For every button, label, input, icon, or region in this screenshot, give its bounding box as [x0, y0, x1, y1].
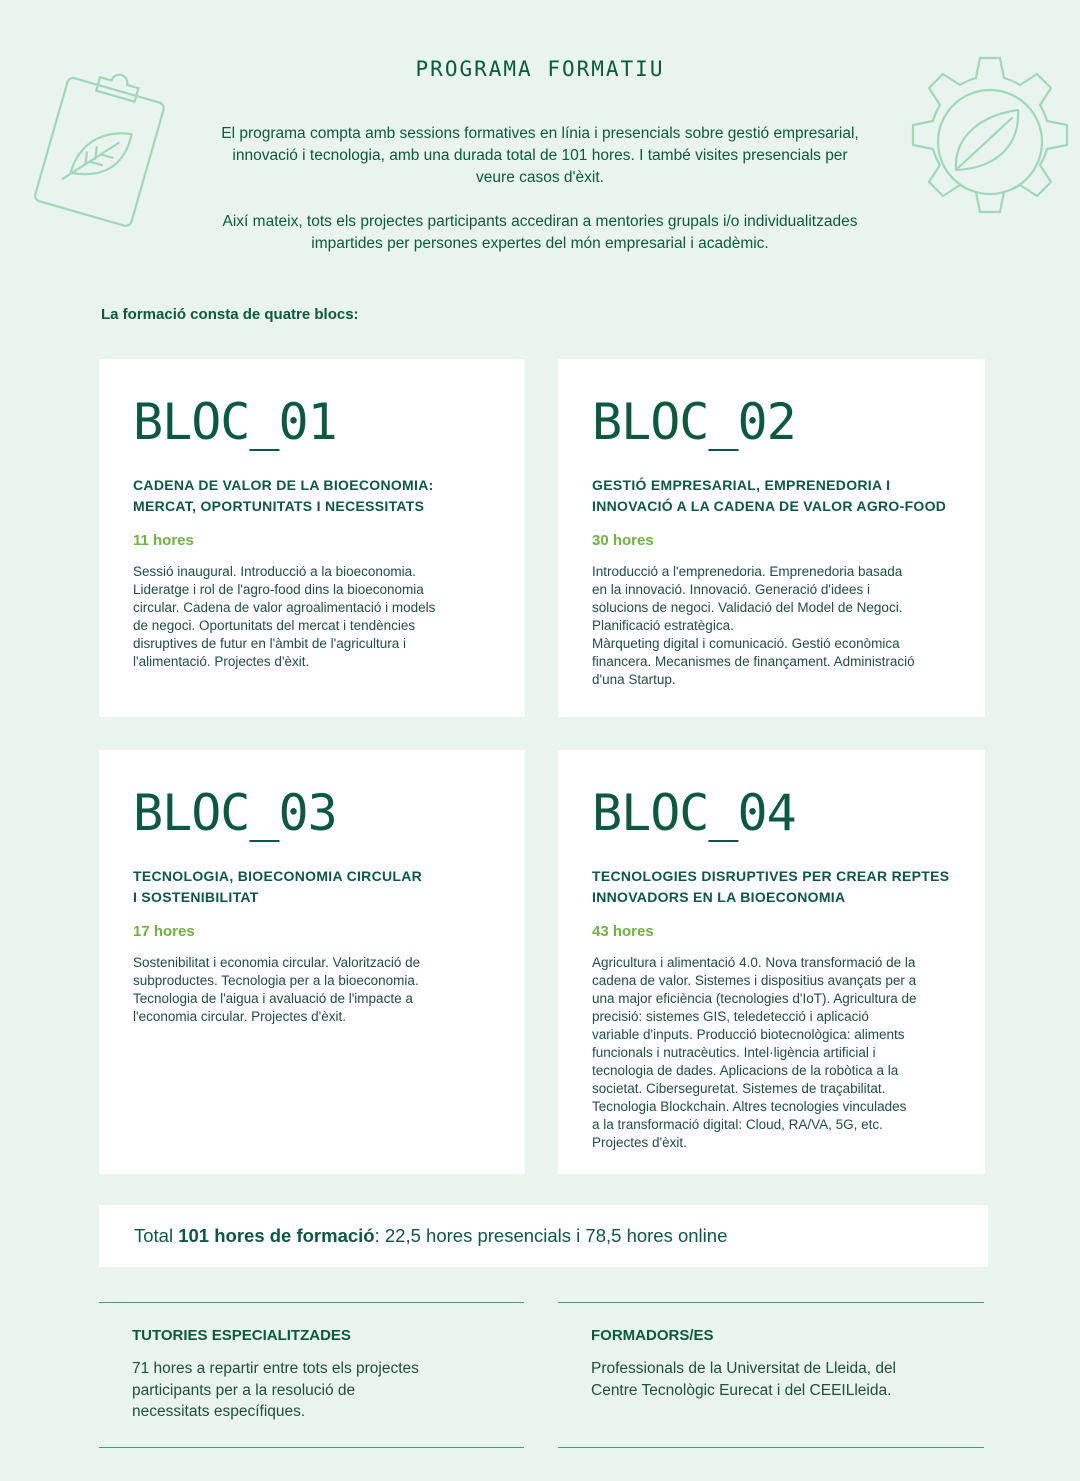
blocs-subtitle: La formació consta de quatre blocs: [101, 306, 359, 323]
bloc-card-03 [99, 750, 525, 1174]
intro-paragraph-2: Així mateix, tots els projectes participants accediran a mentories grupals i/o individualitzades impartides per persones expertes del món empresarial i acadèmic. [222, 213, 858, 252]
bloc-hours: 11 hores [133, 532, 194, 549]
bloc-title: TECNOLOGIES DISRUPTIVES PER CREAR REPTES INNOVADORS EN LA BIOECONOMIA [592, 868, 950, 905]
bloc-title: TECNOLOGIA, BIOECONOMIA CIRCULAR I SOSTENIBILITAT [133, 868, 423, 905]
formadors-section [558, 1302, 984, 1448]
bloc-hours: 17 hores [133, 923, 195, 940]
bloc-code: BLOC_02 [592, 393, 796, 451]
formadors-text: Professionals de la Universitat de Lleida, del Centre Tecnològic Eurecat i del CEEILleida. [591, 1360, 897, 1399]
bloc-code: BLOC_01 [133, 393, 337, 451]
bloc-description: Sessió inaugural. Introducció a la bioeconomia. Lideratge i rol de l'agro-food dins la bioeconomia circular. Cadena de valor agroalimentació i models de negoci. Oportunitats del mercat i tendències disruptives de futur en l'àmbit de l'agricultura i l'alimentació. Projectes d'èxit. [133, 564, 436, 669]
bloc-code: BLOC_03 [133, 784, 337, 842]
tutories-title: TUTORIES ESPECIALITZADES [132, 1327, 351, 1344]
intro-text [215, 123, 865, 277]
bloc-hours: 43 hores [592, 923, 654, 940]
bloc-title: GESTIÓ EMPRESARIAL, EMPRENEDORIA I INNOVACIÓ A LA CADENA DE VALOR AGRO-FOOD [592, 477, 947, 514]
page-title: PROGRAMA FORMATIU [415, 57, 665, 81]
bloc-hours: 30 hores [592, 532, 654, 549]
bloc-code: BLOC_04 [592, 784, 796, 842]
bloc-title: CADENA DE VALOR DE LA BIOECONOMIA: MERCAT, OPORTUNITATS I NECESSITATS [133, 477, 434, 514]
bloc-description: Sostenibilitat i economia circular. Valorització de subproductes. Tecnologia per a la bioeconomia. Tecnologia de l'aigua i avaluació de l'impacte a l'economia circular. Projectes d'èxit. [133, 955, 421, 1024]
clipboard-leaf-icon [28, 68, 173, 233]
total-prefix: Total [134, 1225, 179, 1246]
intro-paragraph-1: El programa compta amb sessions formatives en línia i presencials sobre gestió empresarial, innovació i tecnologia, amb una durada total de 101 hores. I també visites presencials per veure casos d'èxit. [221, 125, 859, 186]
bloc-card-01 [99, 359, 525, 717]
bloc-card-02 [558, 359, 985, 717]
total-hours-bold: 101 hores de formació [178, 1225, 375, 1246]
bloc-card-04 [558, 750, 985, 1174]
bloc-description: Introducció a l'emprenedoria. Emprenedoria basada en la innovació. Innovació. Generació d'idees i solucions de negoci. Validació del Model de Negoci. Planificació estratègica. Màrqueting digital i comunicació. Gestió econòmica financera. Mecanismes de finançament. Administració d'una Startup. [592, 564, 915, 687]
tutories-text: 71 hores a repartir entre tots els projectes participants per a la resolució de necessitats específiques. [132, 1360, 419, 1420]
bloc-description: Agricultura i alimentació 4.0. Nova transformació de la cadena de valor. Sistemes i dispositius avançats per a una major eficiència (tecnologies d'IoT). Agricultura de precisió: sistemes GIS, teledetecció i aplicació variable d'inputs. Producció biotecnològica: aliments funcionals i nutracèutics. Intel·ligència artificial i tecnologia de dades. Aplicacions de la robòtica a la societat. Ciberseguretat. Sistemes de traçabilitat. Tecnologia Blockchain. Altres tecnologies vinculades a la transformació digital: Cloud, RA/VA, 5G, etc. Projectes d'èxit. [592, 955, 917, 1150]
formadors-title: FORMADORS/ES [591, 1327, 714, 1344]
total-suffix: : 22,5 hores presencials i 78,5 hores online [374, 1225, 728, 1246]
tutories-section [99, 1302, 524, 1448]
total-hours-banner [99, 1205, 988, 1267]
